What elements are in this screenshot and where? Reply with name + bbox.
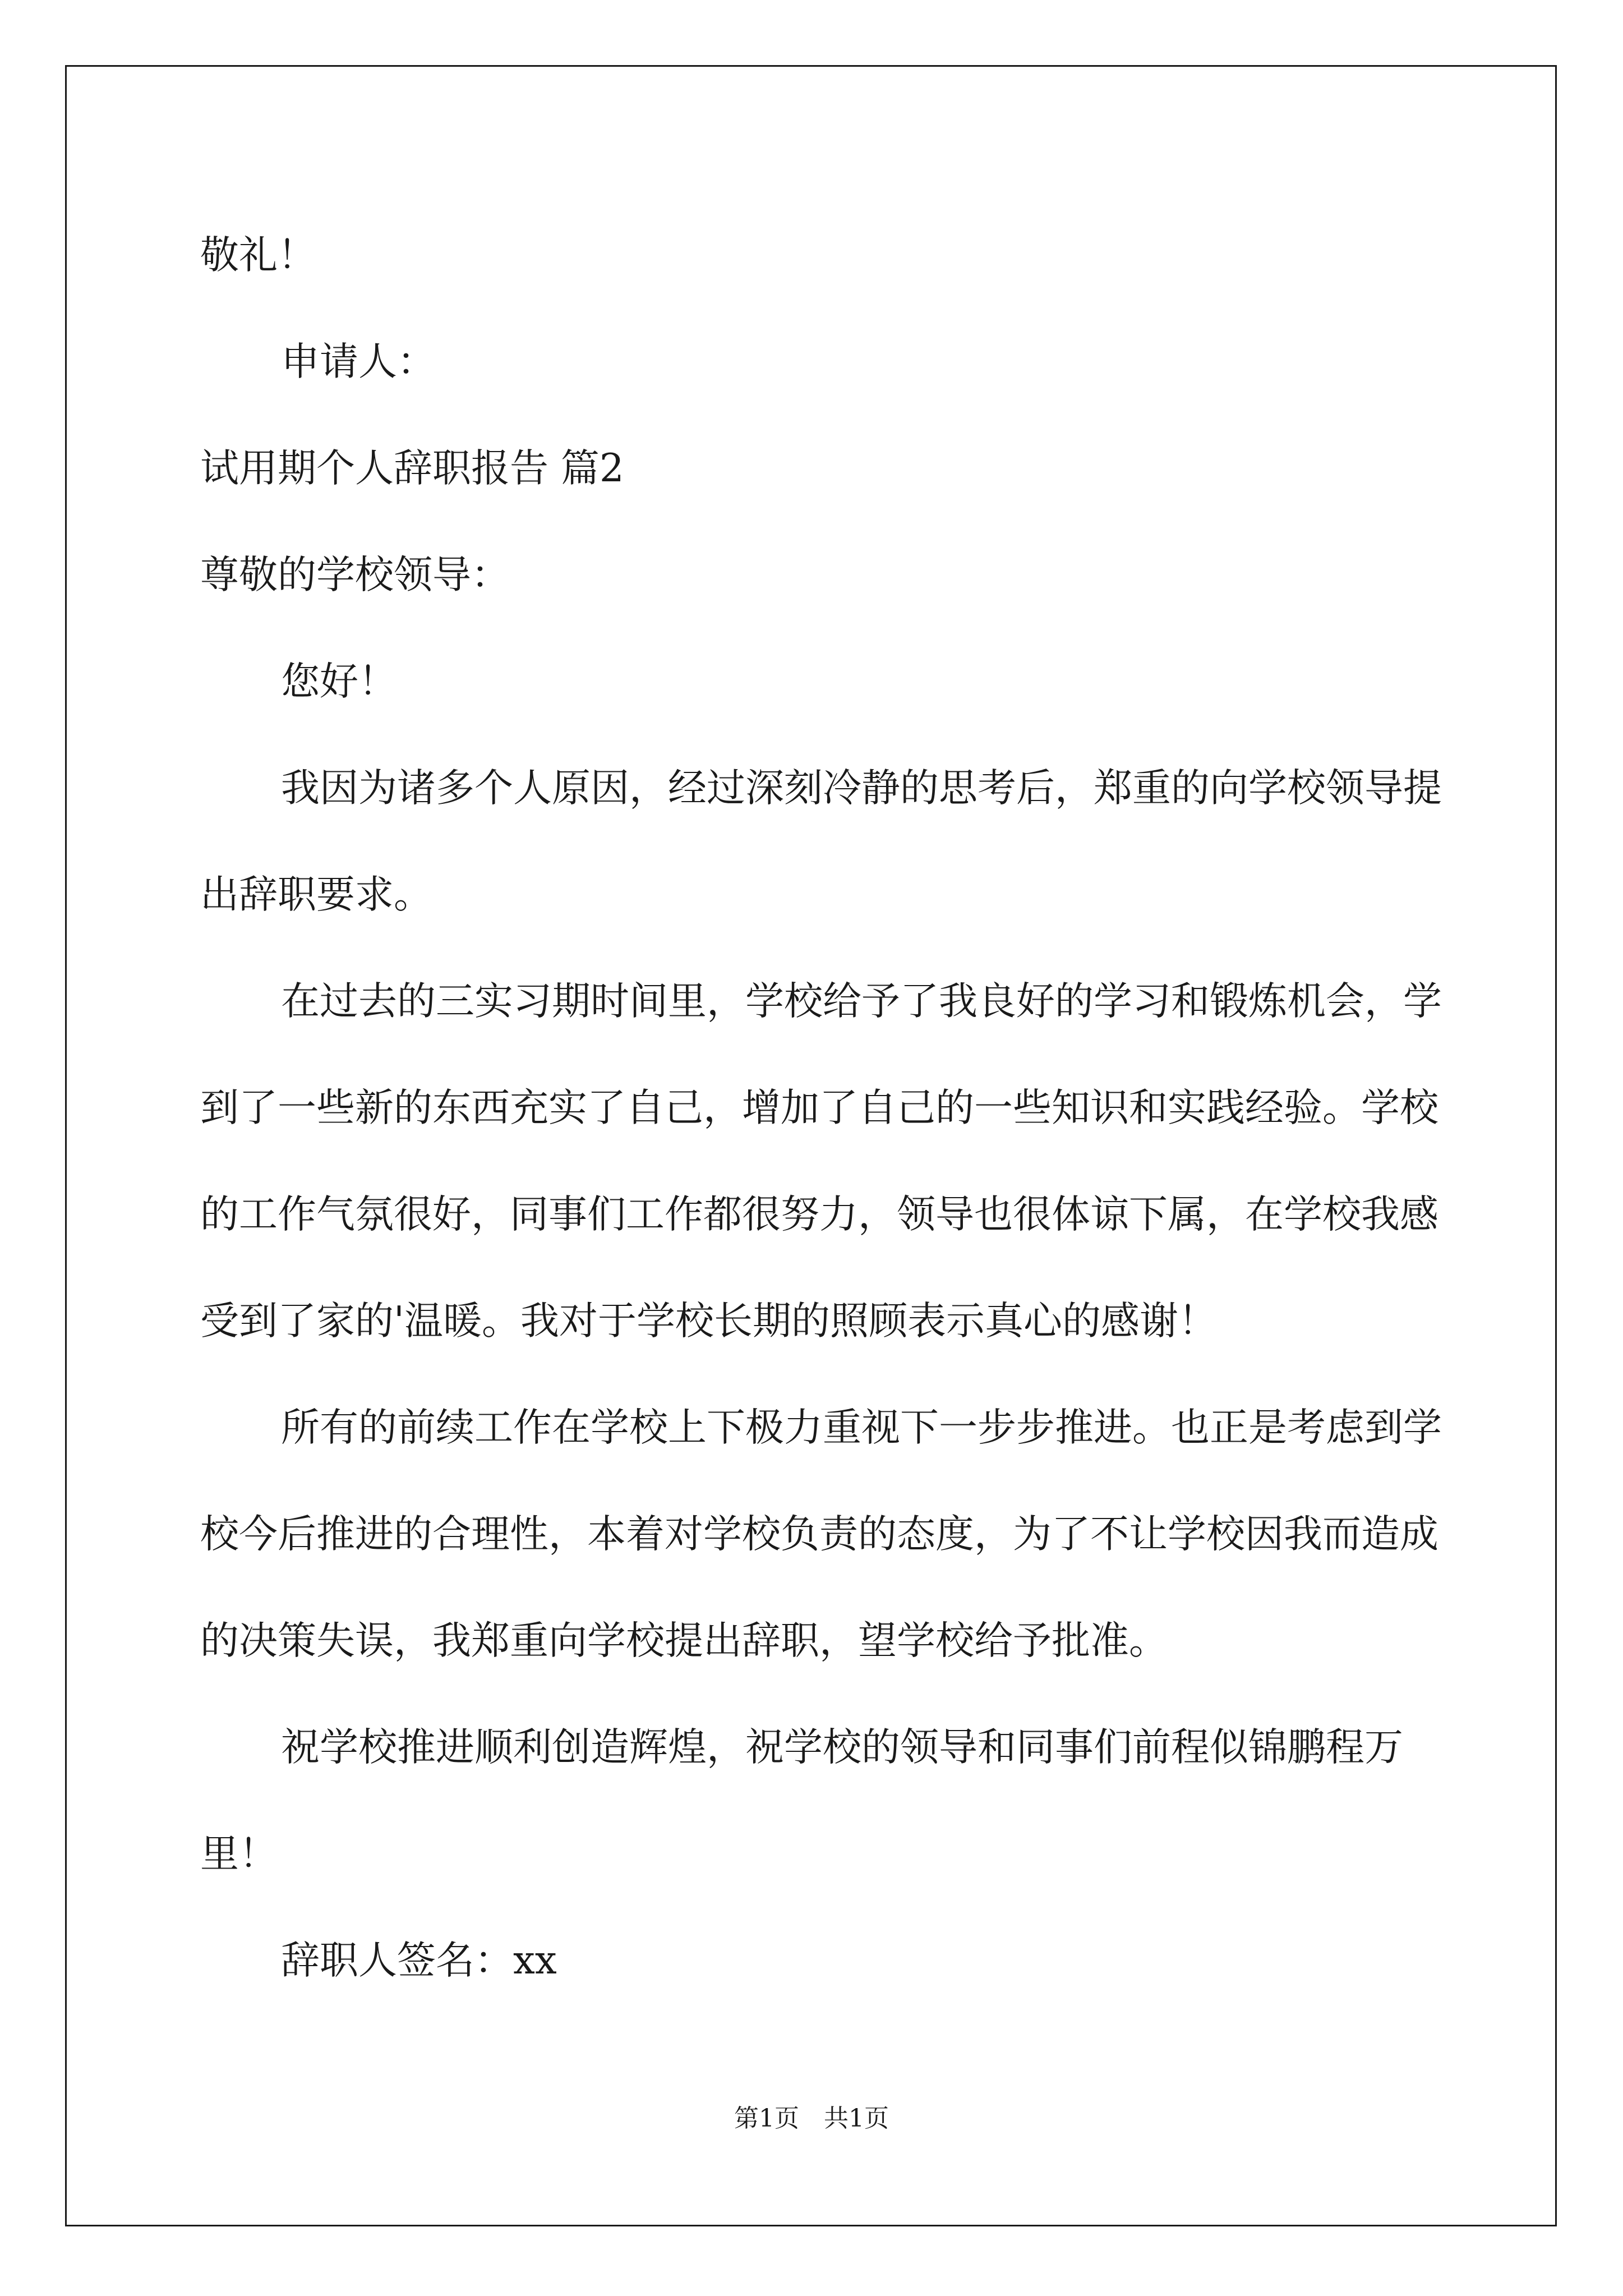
paragraph: 我因为诸多个人原因，经过深刻冷静的思考后，郑重的向学校领导提出辞职要求。 <box>200 766 1442 917</box>
paragraph: 所有的前续工作在学校上下极力重视下一步步推进。也正是考虑到学校今后推进的合理性，本着对学校负责的态度，为了不让学校因我而造成的决策失误，我郑重向学校提出辞职，望学校给予批准。 <box>200 1405 1442 1663</box>
salutation: 尊敬的学校领导： <box>200 553 510 597</box>
paragraph: 祝学校推进顺利创造辉煌，祝学校的领导和同事们前程似锦鹏程万里！ <box>200 1725 1403 1876</box>
signature-line: 辞职人签名：xx <box>281 1938 557 1983</box>
applicant-label: 申请人： <box>281 339 436 384</box>
section-title: 试用期个人辞职报告 篇2 <box>200 446 624 491</box>
greeting: 您好！ <box>281 659 397 704</box>
page-footer: 第1页 共1页 <box>734 2104 889 2133</box>
closing-text: 敬礼！ <box>200 233 316 278</box>
paragraph: 在过去的三实习期时间里，学校给予了我良好的学习和锻炼机会，学到了一些新的东西充实了自己，增加了自己的一些知识和实践经验。学校的工作气氛很好，同事们工作都很努力，领导也很体谅下属，在学校我感受到了家的'温暖。我对于学校长期的照顾表示真心的感谢！ <box>200 979 1442 1343</box>
document-body <box>200 202 1474 2014</box>
